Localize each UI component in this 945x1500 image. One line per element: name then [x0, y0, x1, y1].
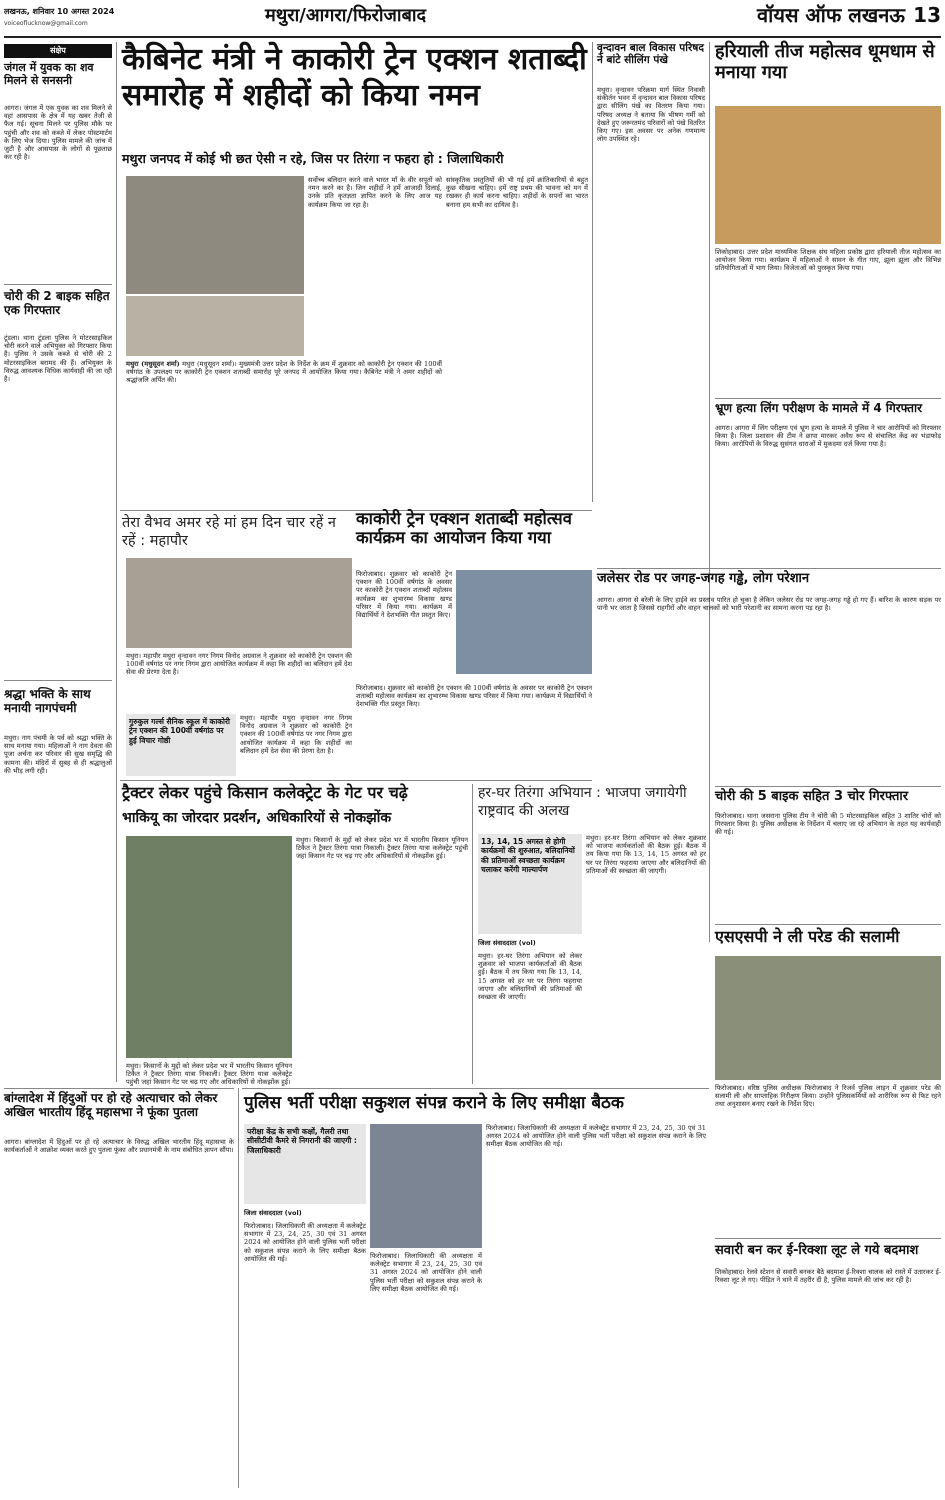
main-subhead: मथुरा जनपद में कोई भी छत ऐसी न रहे, जिस पर तिरंगा न फहरा हो : जिलाधिकारी [122, 151, 504, 166]
mahapaur-photo [126, 558, 352, 648]
main-body-1-text: मथुरा (मधुसूदन शर्मा)। मुख्यमंत्री उत्तर प्रदेश के निर्देश के क्रम में शुक्रवार को काकोरी ट्रेन एक्शन की 100वीं वर्षगांठ के उपलक्ष्य पर काकोरी ट्रेन एक्शन शताब्दी समारोह पूरे जनपद में आयोजित किया गया। कैबिनेट मंत्री ने अमर शहीदों को श्रद्धांजलि अर्पित की। [126, 360, 442, 385]
brief-3-headline: श्रद्धा भक्ति के साथ मनायी नागपंचमी [4, 687, 91, 715]
jalesar-body: आगरा। आगरा से बरेली के लिए हाईवे का प्रस्ताव पारित हो चुका है लेकिन जलेसर रोड पर जगह-जगह गड्ढे हो गए हैं। बारिश के कारण सड़क पर पानी भर जाता है जिससे राहगीरों और वाहन चालकों को भारी परेशानी का सामना करना पड़ रहा है। [597, 596, 941, 613]
erickshaw-headline: सवारी बन कर ई-रिक्शा लूट ले गये बदमाश [715, 1243, 919, 1258]
teej-body: शिकोहाबाद। उत्तर प्रदेश माध्यमिक शिक्षक संघ महिला प्रकोष्ठ द्वारा हरियाली तीज महोत्सव का आयोजन किया गया। कार्यक्रम में महिलाओं ने सावन के गीत गाए, झूला झूला और विभिन्न प्रतियोगिताओं में भाग लिया। विजेताओं को पुरस्कृत किया गया। [715, 248, 941, 273]
main-byline: मथुरा (मधुसूदन शर्मा) [126, 360, 180, 368]
tractor-body-2: मथुरा। किसानों के मुद्दों को लेकर प्रदेश भर में भारतीय किसान यूनियन टिकैत ने ट्रैक्टर तिरंगा यात्रा निकाली। ट्रैक्टर तिरंगा यात्रा कलेक्ट्रेट पहुंची जहां किसान गेट पर चढ़ गए और अधिकारियों से नोकझोंक हुई। [126, 1062, 292, 1087]
masthead-date: लखनऊ, शनिवार 10 अगस्त 2024 [4, 7, 115, 16]
brief-3-body: मथुरा। नाग पंचमी के पर्व को श्रद्धा भक्ति के साथ मनाया गया। महिलाओं ने नाग देवता की पूजा अर्चना कर परिवार की सुख समृद्धि की कामना की। मंदिरों में सुबह से ही श्रद्धालुओं की भीड़ लगी रही। [4, 734, 112, 775]
edition-title: मथुरा/आगरा/फिरोजाबाद [265, 5, 427, 26]
tractor-headline: ट्रैक्टर लेकर पहुंचे किसान कलेक्ट्रेट के गेट पर चढ़े [122, 783, 408, 802]
masthead-email: voiceoflucknow@gmail.com [4, 20, 88, 27]
tractor-photo [126, 836, 292, 1058]
masthead-date-block [4, 6, 124, 36]
tractor-divider [120, 780, 592, 781]
police-body-3: फिरोजाबाद। जिलाधिकारी की अध्यक्षता में कलेक्ट्रेट सभागार में 23, 24, 25, 30 एवं 31 अगस्त 2024 को आयोजित होने वाली पुलिस भर्ती परीक्षा को सकुशल संपन्न कराने के लिए समीक्षा बैठक आयोजित की गई। [486, 1124, 706, 1149]
brief-label: संक्षेप [4, 44, 112, 58]
parade-photo [715, 956, 941, 1080]
kakori2-headline: काकोरी ट्रेन एक्शन शताब्दी महोत्सव कार्यक्रम का आयोजन किया गया [356, 509, 572, 547]
main-body-3: सांस्कृतिक प्रस्तुतियों की भी गई हमें क्रांतिकारियों से बहुत कुछ सीखना चाहिए। हमें राष्ट्र प्रथम की भावना को मन में रखकर ही कार्य करना चाहिए। शहीदों के सपनों का भारत बनाना हम सभी का दायित्व है। [446, 176, 588, 209]
chori3-headline: चोरी की 5 बाइक सहित 3 चोर गिरफ्तार [715, 789, 909, 804]
kakori2-body: फिरोजाबाद। शुक्रवार को काकोरी ट्रेन एक्शन की 100वीं वर्षगांठ के अवसर पर काकोरी ट्रेन एक्शन शताब्दी महोत्सव कार्यक्रम का शुभारम्भ विकास खण्ड परिसर में किया गया। कार्यक्रम में विद्यार्थियों ने देशभक्ति गीत प्रस्तुत किए। [356, 570, 452, 620]
main-photo-1 [126, 176, 304, 294]
erickshaw-body: शिकोहाबाद। रेलवे स्टेशन से सवारी बनकर बैठे बदमाश ई-रिक्शा चालक को रास्ते में उतारकर ई-रिक्शा लूट ले गए। पीड़ित ने थाने में तहरीर दी है, पुलिस मामले की जांच कर रही है। [715, 1268, 941, 1285]
teej-divider [715, 398, 941, 399]
left-column-rule [116, 42, 117, 1082]
police-body: फिरोजाबाद। जिलाधिकारी की अध्यक्षता में कलेक्ट्रेट सभागार में 23, 24, 25, 30 एवं 31 अगस्त 2024 को आयोजित होने वाली पुलिस भर्ती परीक्षा को सकुशल संपन्न कराने के लिए समीक्षा बैठक आयोजित की गई। [244, 1222, 366, 1263]
teej-headline: हरियाली तीज महोत्सव धूमधाम से मनाया गया [715, 41, 935, 83]
police-photo [370, 1124, 482, 1248]
bhroon-body: आगरा। आगरा में लिंग परीक्षण एवं भ्रूण हत्या के मामले में पुलिस ने चार आरोपियों को गिरफ्तार किया है। जिला प्रशासन की टीम ने छापा मारकर अवैध रूप से संचालित केंद्र का भंडाफोड़ किया। आरोपियों के विरुद्ध सुसंगत धाराओं में मुकदमा दर्ज किया गया है। [715, 424, 941, 449]
bangladesh-body: आगरा। बांग्लादेश में हिंदुओं पर हो रहे अत्याचार के विरुद्ध अखिल भारतीय हिंदू महासभा के कार्यकर्ताओं ने आक्रोश व्यक्त करते हुए पुतला फूंका और प्रधानमंत्री के नाम संबोधित ज्ञापन सौंपा। [4, 1138, 234, 1155]
brief-divider-1 [4, 284, 112, 285]
kakori2-body-2: फिरोजाबाद। शुक्रवार को काकोरी ट्रेन एक्शन की 100वीं वर्षगांठ के अवसर पर काकोरी ट्रेन एक्शन शताब्दी महोत्सव कार्यक्रम का शुभारम्भ विकास खण्ड परिसर में किया गया। कार्यक्रम में विद्यार्थियों ने देशभक्ति गीत प्रस्तुत किए। [356, 684, 592, 709]
bangladesh-rule [238, 1088, 239, 1488]
mahapaur-body-2: मथुरा। महापौर मथुरा वृन्दावन नगर निगम विनोद अग्रवाल ने शुक्रवार को काकोरी ट्रेन एक्शन की 100वीं वर्षगांठ पर नगर निगम द्वारा आयोजित कार्यक्रम में कहा कि शहीदों का बलिदान हमें देश सेवा की प्रेरणा देता है। [240, 714, 352, 755]
bhajpa-box: 13, 14, 15 अगस्त से होगी कार्यक्रमों की शुरुआत, बलिदानियों की प्रतिमाओं स्वच्छता कार्यक्रम चलाकर करेंगी माल्यार्पण [478, 834, 582, 934]
bhroon-headline: भ्रूण हत्या लिंग परीक्षण के मामले में 4 गिरफ्तार [715, 401, 923, 415]
teej-photo [715, 106, 941, 244]
page-number: 13 [913, 3, 941, 27]
tractor-subhead: भाकियू का जोरदार प्रदर्शन, अधिकारियों से नोकझोंक [122, 810, 392, 826]
masthead-rule [4, 36, 941, 38]
tractor-body: मथुरा। किसानों के मुद्दों को लेकर प्रदेश भर में भारतीय किसान यूनियन टिकैत ने ट्रैक्टर तिरंगा यात्रा निकाली। ट्रैक्टर तिरंगा यात्रा कलेक्ट्रेट पहुंची जहां किसान गेट पर चढ़ गए और अधिकारियों से नोकझोंक हुई। [296, 836, 468, 861]
vrindavan-rule [592, 42, 593, 502]
jalesar-divider [715, 786, 941, 787]
main-photo-2-wrap [126, 296, 304, 356]
kakori2-photo [456, 570, 592, 674]
police-divider [242, 1088, 709, 1089]
bhajpa-credit: जिला संवाददाता (vol) [478, 939, 536, 947]
bangladesh-divider [4, 1088, 234, 1089]
vrindavan-headline: वृन्दावन बाल विकास परिषद ने बांटे सीलिंग पंखे [597, 42, 704, 67]
main-body-2: सर्वोच्च बलिदान करने वाले भारत माँ के वीर सपूतों को नमन करने का है। जिन शहीदों ने हमें आजादी दिलाई, उनके प्रति कृतज्ञता ज्ञापित करने के लिए आज यह कार्यक्रम किया जा रहा है। [308, 176, 442, 209]
parade-body: फिरोजाबाद। वरिष्ठ पुलिस अधीक्षक फिरोजाबाद ने रिजर्व पुलिस लाइन में शुक्रवार परेड की सलामी ली और साप्ताहिक निरीक्षण किया। उन्होंने पुलिसकर्मियों को शारीरिक रूप से फिट रहने तथा अनुशासन बनाए रखने के निर्देश दिए। [715, 1084, 941, 1109]
police-credit: जिला संवाददाता (vol) [244, 1209, 302, 1217]
police-box: परीक्षा केंद्र के सभी कक्षों, गैलरी तथा सीसीटीवी कैमरे से निगरानी की जाएगी : जिलाधिकारी [244, 1124, 366, 1204]
bangladesh-headline: बांग्लादेश में हिंदुओं पर हो रहे अत्याचार को लेकर अखिल भारतीय हिंदू महासभा ने फूंका पुतला [4, 1091, 218, 1119]
parade-divider [715, 1238, 941, 1239]
paper-name: वॉयस ऑफ लखनऊ [757, 3, 905, 27]
vrindavan-body: मथुरा। वृन्दावन परिक्रमा मार्ग स्थित निवासी संकीर्तन भवन में वृन्दावन बाल विकास परिषद द्वारा सीलिंग पंखे का वितरण किया गया। परिषद अध्यक्ष ने बताया कि भीषण गर्मी को देखते हुए जरूरतमंद परिवारों को पंखे वितरित किए गए। इस अवसर पर अनेक गणमान्य लोग उपस्थित रहे। [597, 86, 705, 144]
chori3-body: फिरोजाबाद। थाना जसराना पुलिस टीम ने चोरी की 5 मोटरसाइकिल सहित 3 शातिर चोरों को गिरफ्तार किया है। पुलिस अधीक्षक के निर्देशन में चलाए जा रहे अभियान के तहत यह कार्यवाही की गई। [715, 812, 941, 837]
bhajpa-body-2: मथुरा। हर-घर तिरंगा अभियान को लेकर शुक्रवार को भाजपा कार्यकर्ताओं की बैठक हुई। बैठक में तय किया गया कि 13, 14, 15 अगस्त को हर घर पर तिरंगा फहराया जाएगा और बलिदानियों की प्रतिमाओं की स्वच्छता की जाएगी। [478, 952, 582, 1002]
mahapaur-body: मथुरा। महापौर मथुरा वृन्दावन नगर निगम विनोद अग्रवाल ने शुक्रवार को काकोरी ट्रेन एक्शन की 100वीं वर्षगांठ पर नगर निगम द्वारा आयोजित कार्यक्रम में कहा कि शहीदों का बलिदान हमें देश सेवा की प्रेरणा देता है। [126, 652, 352, 677]
jalesar-headline: जलेसर रोड पर जगह-जगह गड्ढे, लोग परेशान [597, 571, 810, 586]
main-photo-2 [126, 296, 304, 356]
police-headline: पुलिस भर्ती परीक्षा सकुशल संपन्न कराने के लिए समीक्षा बैठक [244, 1093, 624, 1113]
chori3-divider [715, 924, 941, 925]
bhajpa-body: मथुरा। हर-घर तिरंगा अभियान को लेकर शुक्रवार को भाजपा कार्यकर्ताओं की बैठक हुई। बैठक में तय किया गया कि 13, 14, 15 अगस्त को हर घर पर तिरंगा फहराया जाएगा और बलिदानियों की प्रतिमाओं की स्वच्छता की जाएगी। [586, 834, 706, 875]
brief-2-headline: चोरी की 2 बाइक सहित एक गिरफ्तार [4, 289, 110, 317]
bhajpa-rule [472, 784, 473, 1084]
brief-1-body: आगरा। जंगल में एक युवक का शव मिलने से वहां आसपास के क्षेत्र में यह खबर तेजी से फैल गई। सूचना मिलने पर पुलिस मौके पर पहुंची और शव को कब्जे में लेकर पोस्टमार्टम के लिए भेज दिया। पुलिस मामले की जांच में जुटी है और आसपास के लोगों से पूछताछ कर रही है। [4, 104, 112, 162]
parade-headline: एसएसपी ने ली परेड की सलामी [715, 927, 900, 946]
brief-1-headline: जंगल में युवक का शव मिलने से सनसनी [4, 61, 94, 87]
mahapaur-headline: तेरा वैभव अमर रहे मां हम दिन चार रहें न रहें : महापौर [122, 515, 336, 550]
bhroon-divider [597, 568, 941, 569]
right-column-rule [709, 42, 710, 942]
main-headline: कैबिनेट मंत्री ने काकोरी ट्रेन एक्शन शताब्दी समारोह में शहीदों को किया नमन [122, 42, 587, 113]
brief-divider-2 [4, 680, 112, 681]
police-body-2: फिरोजाबाद। जिलाधिकारी की अध्यक्षता में कलेक्ट्रेट सभागार में 23, 24, 25, 30 एवं 31 अगस्त 2024 को आयोजित होने वाली पुलिस भर्ती परीक्षा को सकुशल संपन्न कराने के लिए समीक्षा बैठक आयोजित की गई। [370, 1252, 482, 1293]
main-body-1 [126, 360, 442, 508]
mahapaur-box: गुरुकुल गर्ल्स सैनिक स्कूल में काकोरी ट्रेन एक्शन की 100वीं वर्षगांठ पर हुई विचार गोष्ठी [126, 714, 236, 776]
brief-2-body: टूंडला। थाना टूंडला पुलिस ने मोटरसाइकिल चोरी करने वाले अभियुक्त को गिरफ्तार किया है। पुलिस ने उसके कब्जे से चोरी की 2 मोटरसाइकिल बरामद की हैं। अभियुक्त के विरुद्ध आवश्यक विधिक कार्यवाही की जा रही है। [4, 334, 112, 384]
bhajpa-headline: हर-घर तिरंगा अभियान : भाजपा जगायेगी राष्ट्रवाद की अलख [478, 785, 687, 820]
